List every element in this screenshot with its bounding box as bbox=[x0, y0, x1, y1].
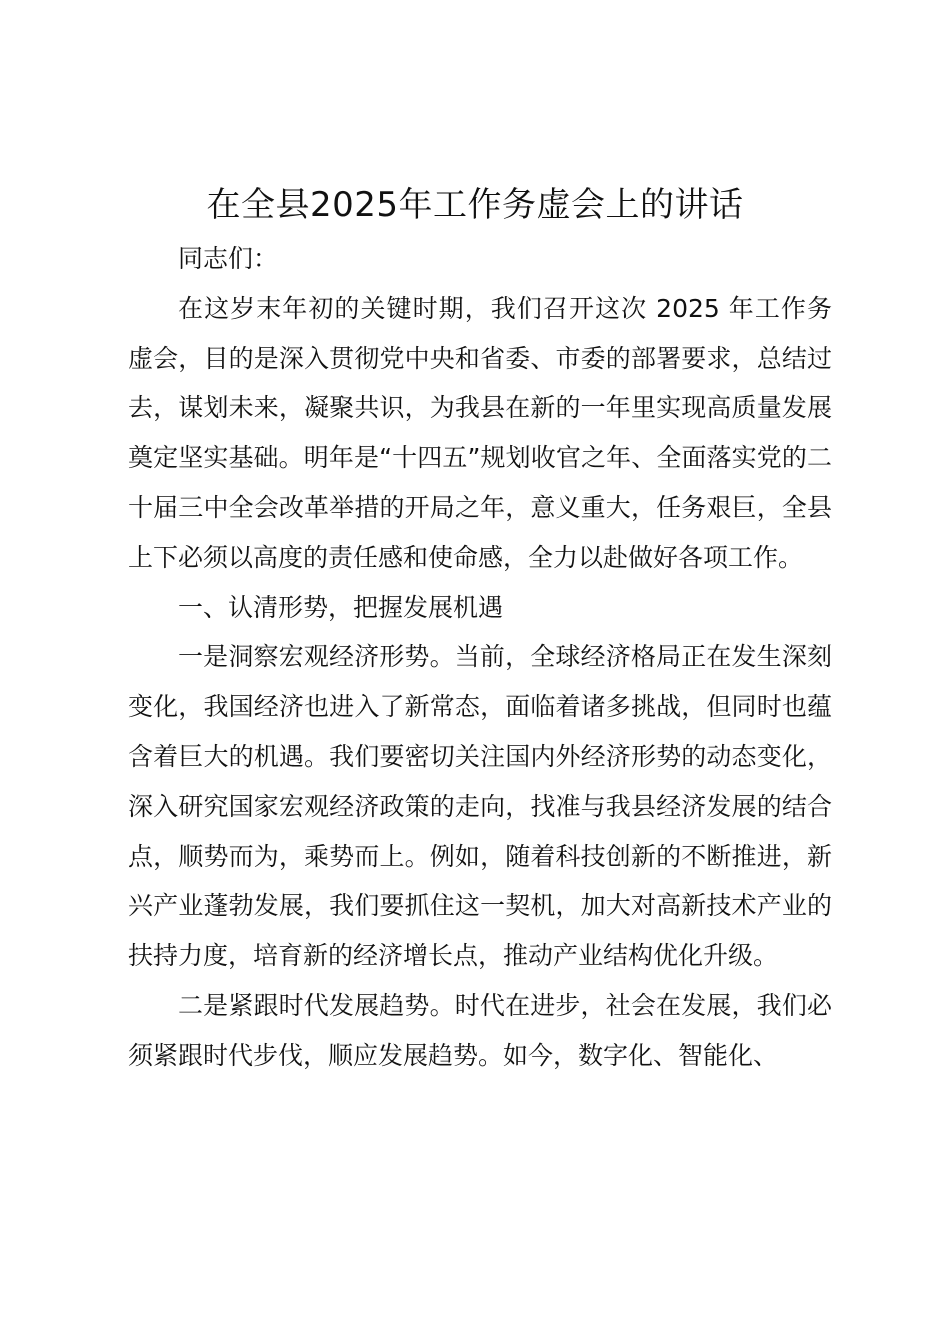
document-body bbox=[128, 234, 832, 1081]
paragraph-intro: 在这岁末年初的关键时期，我们召开这次 2025 年工作务虚会，目的是深入贯彻党中央和省委、市委的部署要求，总结过去，谋划未来，凝聚共识，为我县在新的一年里实现高质量发展奠定坚实基础。明年是“十四五”规划收官之年、全面落实党的二十届三中全会改革举措的开局之年，意义重大，任务艰巨，全县上下必须以高度的责任感和使命感，全力以赴做好各项工作。 bbox=[128, 293, 832, 572]
document-title: 在全县2025年工作务虚会上的讲话 bbox=[206, 185, 744, 225]
section-heading-1: 一、认清形势，把握发展机遇 bbox=[178, 592, 504, 622]
paragraph-point-1: 一是洞察宏观经济形势。当前，全球经济格局正在发生深刻变化，我国经济也进入了新常态，面临着诸多挑战，但同时也蕴含着巨大的机遇。我们要密切关注国内外经济形势的动态变化，深入研究国家宏观经济政策的走向，找准与我县经济发展的结合点，顺势而为，乘势而上。例如，随着科技创新的不断推进，新兴产业蓬勃发展，我们要抓住这一契机，加大对高新技术产业的扶持力度，培育新的经济增长点，推动产业结构优化升级。 bbox=[128, 642, 832, 971]
salutation: 同志们： bbox=[178, 244, 279, 273]
paragraph-point-2: 二是紧跟时代发展趋势。时代在进步，社会在发展，我们必须紧跟时代步伐，顺应发展趋势。如今，数字化、智能化、 bbox=[128, 990, 832, 1070]
